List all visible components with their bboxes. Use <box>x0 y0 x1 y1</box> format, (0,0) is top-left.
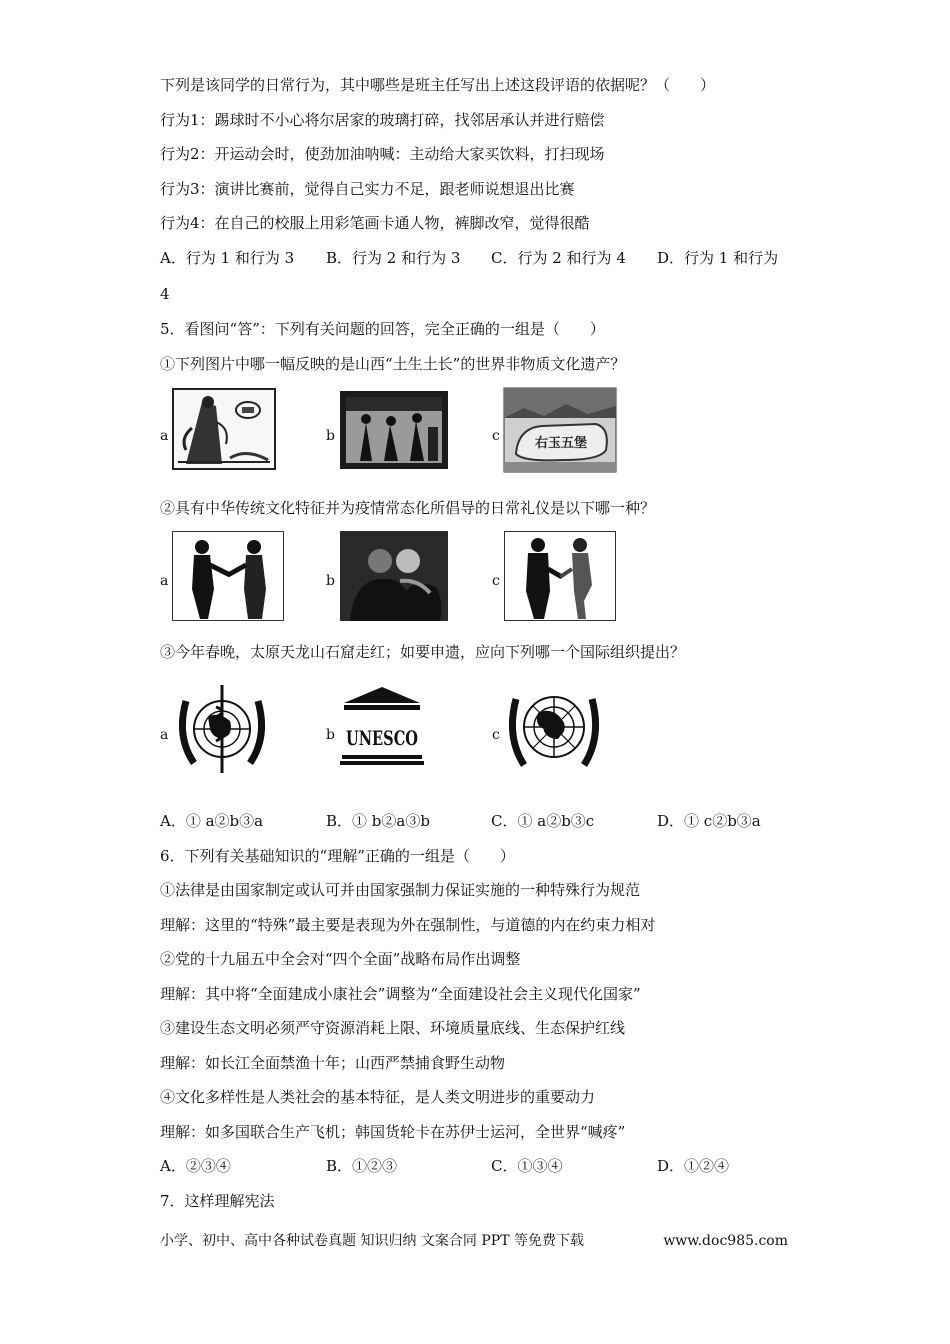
q6-option-a[interactable]: A．②③④ <box>160 1157 231 1175</box>
q5-sub1: ①下列图片中哪一幅反映的是山西“土生土长”的世界非物质文化遗产？ <box>160 355 626 373</box>
q6-line-3: ②党的十九届五中全会对“四个全面”战略布局作出调整 <box>160 950 521 968</box>
q4-option-d-wrap: 4 <box>160 285 170 303</box>
q4-behavior-2: 行为2：开运动会时，使劲加油呐喊：主动给大家买饮料，打扫现场 <box>160 145 605 163</box>
q6-option-c[interactable]: C．①③④ <box>491 1157 563 1175</box>
q5-option-a[interactable]: A．① a②b③a <box>160 812 264 830</box>
q6-line-8: 理解：如多国联合生产飞机；韩国货轮卡在苏伊士运河，全世界“喊疼” <box>160 1123 626 1141</box>
q6-line-1: ①法律是由国家制定或认可并由国家强制力保证实施的一种特殊行为规范 <box>160 881 641 899</box>
q6-line-4: 理解：其中将“全面建成小康社会”调整为“全面建设社会主义现代化国家” <box>160 985 641 1003</box>
q4-behavior-1: 行为1：踢球时不小心将尔居家的玻璃打碎，找邻居承认并进行赔偿 <box>160 111 605 129</box>
q4-behavior-3: 行为3：演讲比赛前，觉得自己实力不足，跟老师说想退出比赛 <box>160 180 575 198</box>
q4-behavior-4: 行为4：在自己的校服上用彩笔画卡通人物，裤脚改窄，觉得很酷 <box>160 214 590 232</box>
q5-stem: 5．看图问“答”：下列有关问题的回答，完全正确的一组是（ ） <box>160 320 605 338</box>
q6-stem: 6．下列有关基础知识的“理解”正确的一组是（ ） <box>160 847 515 865</box>
q5-option-b[interactable]: B．① b②a③b <box>326 812 430 830</box>
q4-intro: 下列是该同学的日常行为，其中哪些是班主任写出上述这段评语的依据呢？（ ） <box>160 76 716 94</box>
unesco-temple-icon <box>340 685 424 765</box>
q5-sub3: ③今年春晚，太原天龙山石窟走红；如要申遗，应向下列哪一个国际组织提出？ <box>160 643 686 661</box>
un-emblem-icon <box>504 677 604 777</box>
q7-stem: 7．这样理解宪法 <box>160 1192 275 1210</box>
paper-cut-figure-icon <box>172 388 276 470</box>
q4-option-c[interactable]: C．行为 2 和行为 4 <box>491 249 626 267</box>
q4-option-a[interactable]: A．行为 1 和行为 3 <box>160 249 295 267</box>
q5-sub2: ②具有中华传统文化特征并为疫情常态化所倡导的日常礼仪是以下哪一种？ <box>160 499 656 517</box>
q5-options <box>160 810 800 832</box>
footer-website-link[interactable]: www.doc985.com <box>663 1233 788 1249</box>
q5-option-d[interactable]: D．① c②b③a <box>657 812 761 830</box>
unesco-lettering: UNESCO <box>346 726 418 750</box>
q5-sub3-images: a b UNESCO c <box>160 677 800 777</box>
bowing-greeting-icon <box>172 531 284 621</box>
q6-line-2: 理解：这里的“特殊”最主要是表现为外在强制性，与道德的内在约束力相对 <box>160 916 656 934</box>
q4-option-d[interactable]: D．行为 1 和行为 <box>657 249 779 267</box>
who-emblem-icon <box>172 677 272 777</box>
hug-greeting-icon <box>340 531 448 621</box>
footer-download-text: 小学、初中、高中各种试卷真题 知识归纳 文案合同 PPT 等免费下载 <box>160 1233 584 1249</box>
stone-inscription: 右玉五堡 <box>534 436 588 451</box>
q6-option-b[interactable]: B．①②③ <box>326 1157 398 1175</box>
q6-line-7: ④文化多样性是人类社会的基本特征，是人类文明进步的重要动力 <box>160 1088 596 1106</box>
q5-sub2-images: a b c <box>160 531 800 621</box>
q6-option-d[interactable]: D．①②④ <box>657 1157 730 1175</box>
q6-line-5: ③建设生态文明必须严守资源消耗上限、环境质量底线、生态保护红线 <box>160 1019 626 1037</box>
q6-line-6: 理解：如长江全面禁渔十年；山西严禁捕食野生动物 <box>160 1054 506 1072</box>
q5-sub1-images: a b c 右玉五堡 <box>160 388 800 473</box>
shadow-puppet-icon <box>340 391 448 469</box>
stone-monument-icon <box>504 388 616 472</box>
q4-options <box>160 247 800 269</box>
q5-option-c[interactable]: C．① a②b③c <box>491 812 595 830</box>
handshake-greeting-icon <box>504 531 616 621</box>
q6-options <box>160 1155 800 1177</box>
q4-option-b[interactable]: B．行为 2 和行为 3 <box>326 249 461 267</box>
